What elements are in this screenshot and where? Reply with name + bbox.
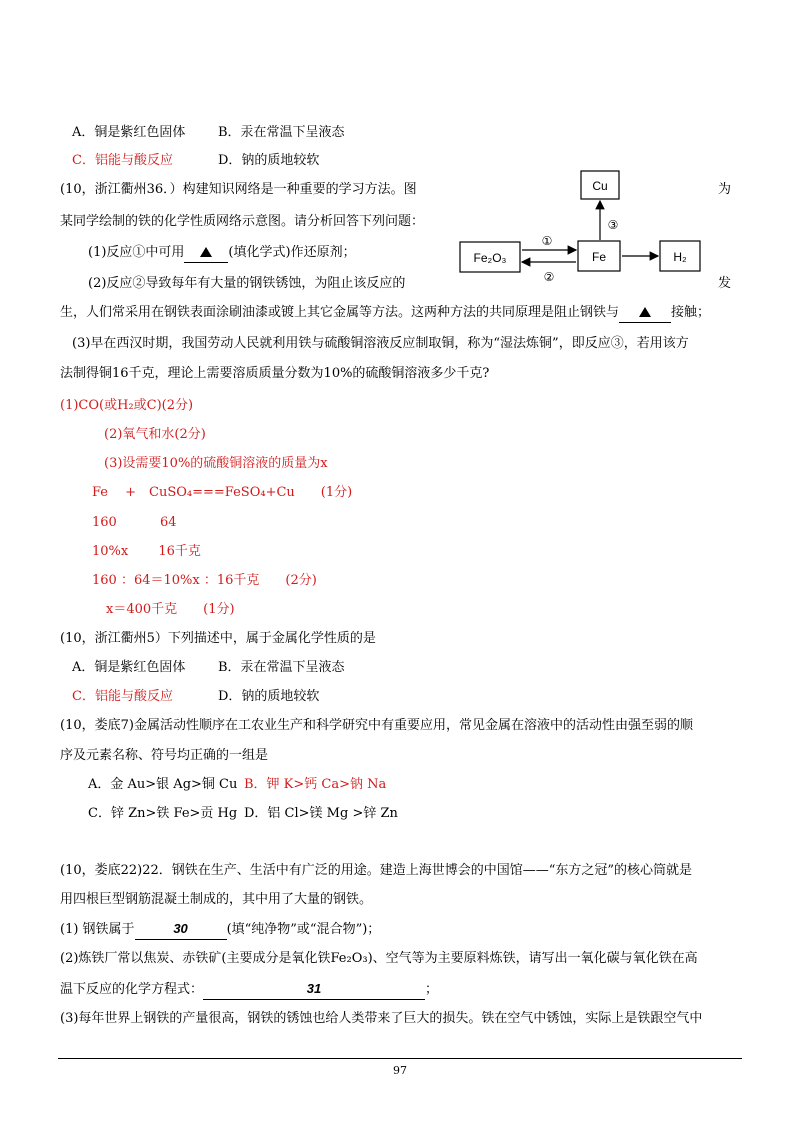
q2-intro-wei: 为 <box>718 182 732 197</box>
cu-label: Cu <box>592 179 608 193</box>
q2-part1-text-b: (填化学式)作还原剂； <box>228 245 356 260</box>
answer-ratio: 160 ：64＝10%x ：16千克 (2分) <box>92 573 317 588</box>
q2-part1-text-a: (1)反应①中可用 <box>88 245 185 260</box>
q4-option-c: C．锌 Zn>铁 Fe>贡 Hg <box>88 806 238 821</box>
triangle-icon <box>200 247 212 257</box>
q2-part2-text-c: 接触； <box>671 305 711 320</box>
q3-stem: (10，浙江衢州5）下列描述中，属于金属化学性质的是 <box>60 631 376 646</box>
answer-masses: 10%x 16千克 <box>92 544 201 559</box>
footer-rule <box>58 1058 742 1059</box>
reaction-1-label: ① <box>541 234 553 248</box>
q2-part3-line1: (3)早在西汉时期，我国劳动人民就利用铁与硫酸铜溶液反应制取铜，称为“湿法炼铜”，即反应③，若用该方 <box>72 336 689 351</box>
reaction-3-label: ③ <box>607 218 619 232</box>
q3-option-a: A．铜是紫红色固体 <box>72 660 186 675</box>
q4-option-b: B．钾 K>钙 Ca>钠 Na <box>244 777 387 792</box>
q5-stem-line1: (10，娄底22)22．钢铁在生产、生活中有广泛的用途。建造上海世博会的中国馆——“东方之冠”的核心筒就是 <box>60 863 693 878</box>
answer-3: (3)设需要10%的硫酸铜溶液的质量为x <box>104 456 328 471</box>
q5-part2-line2 <box>60 980 438 1000</box>
iron-reaction-diagram <box>455 165 715 285</box>
answer-1: (1)CO(或H₂或C)(2分) <box>60 398 194 413</box>
q1-option-c: C．铝能与酸反应 <box>72 153 173 168</box>
q5-part2-line1: (2)炼铁厂常以焦炭、赤铁矿(主要成分是氧化铁Fe₂O₃)、空气等为主要原料炼铁，请写出一氧化碳与氧化铁在高 <box>60 951 698 966</box>
answer-molar-mass: 160 64 <box>92 515 177 530</box>
answer-equation: Fe + CuSO₄===FeSO₄+Cu (1分) <box>92 485 353 500</box>
q5-part3: (3)每年世界上钢铁的产量很高，钢铁的锈蚀也给人类带来了巨大的损失。铁在空气中锈蚀，实际上是铁跟空气中 <box>60 1011 703 1026</box>
q5-part1-text-b: (填“纯净物”或“混合物”)； <box>226 922 381 937</box>
q2-part2-blank[interactable] <box>619 304 671 323</box>
q2-part2-text-b: 生，人们常采用在钢铁表面涂刷油漆或镀上其它金属等方法。这两种方法的共同原理是阻止钢铁与 <box>60 305 620 320</box>
q4-stem-line2: 序及元素名称、符号均正确的一组是 <box>60 748 269 763</box>
q2-part2-fa: 发 <box>718 276 732 291</box>
fe2o3-label: Fe₂O₃ <box>473 251 507 265</box>
q2-part2-line1: (2)反应②导致每年有大量的钢铁锈蚀，为阻止该反应的 <box>88 276 406 291</box>
q1-option-a: A．铜是紫红色固体 <box>72 125 186 140</box>
fe-label: Fe <box>591 250 607 264</box>
triangle-icon <box>639 307 651 317</box>
q5-blank-30[interactable] <box>135 920 227 940</box>
page-number: 97 <box>393 1064 407 1077</box>
q5-part2-text-b: 温下反应的化学方程式： <box>60 982 204 997</box>
q4-stem-line1: (10，娄底7)金属活动性顺序在工农业生产和科学研究中有重要应用，常见金属在溶液中的活动性由强至弱的顺 <box>60 718 693 733</box>
q3-option-c: C．铝能与酸反应 <box>72 689 173 704</box>
blank-31-number: 31 <box>306 981 322 996</box>
reaction-2-label: ② <box>543 270 555 284</box>
answer-x: x＝400千克 (1分) <box>106 602 235 617</box>
q5-part2-text-c: ； <box>425 982 439 997</box>
q3-option-b: B．汞在常温下呈液态 <box>218 660 345 675</box>
answer-2: (2)氧气和水(2分) <box>104 427 206 442</box>
q2-part2-line2 <box>60 304 710 323</box>
q5-stem-line2: 用四根巨型钢筋混凝土制成的，其中用了大量的钢铁。 <box>60 892 373 907</box>
q3-option-d: D．钠的质地较软 <box>218 689 320 704</box>
q2-part1-blank[interactable] <box>184 244 228 263</box>
q5-part1-text-a: (1) 钢铁属于 <box>60 922 135 937</box>
q4-option-a: A．金 Au>银 Ag>铜 Cu <box>88 777 238 792</box>
q5-part1 <box>60 920 380 940</box>
q2-intro-line1: (10，浙江衢州36．）构建知识网络是一种重要的学习方法。图 <box>60 182 417 197</box>
q2-intro-line2: 某同学绘制的铁的化学性质网络示意图。请分析回答下列问题： <box>60 214 425 229</box>
h2-label: H₂ <box>673 250 687 264</box>
q4-option-d: D．铝 Cl>镁 Mg >锌 Zn <box>244 806 398 821</box>
q2-part1 <box>88 244 356 263</box>
q1-option-b: B．汞在常温下呈液态 <box>218 125 345 140</box>
q5-blank-31[interactable] <box>203 980 425 1000</box>
q2-part3-line2: 法制得铜16千克，理论上需要溶质质量分数为10%的硫酸铜溶液多少千克? <box>60 366 490 381</box>
q1-option-d: D．钠的质地较软 <box>218 153 320 168</box>
blank-30-number: 30 <box>173 921 188 936</box>
